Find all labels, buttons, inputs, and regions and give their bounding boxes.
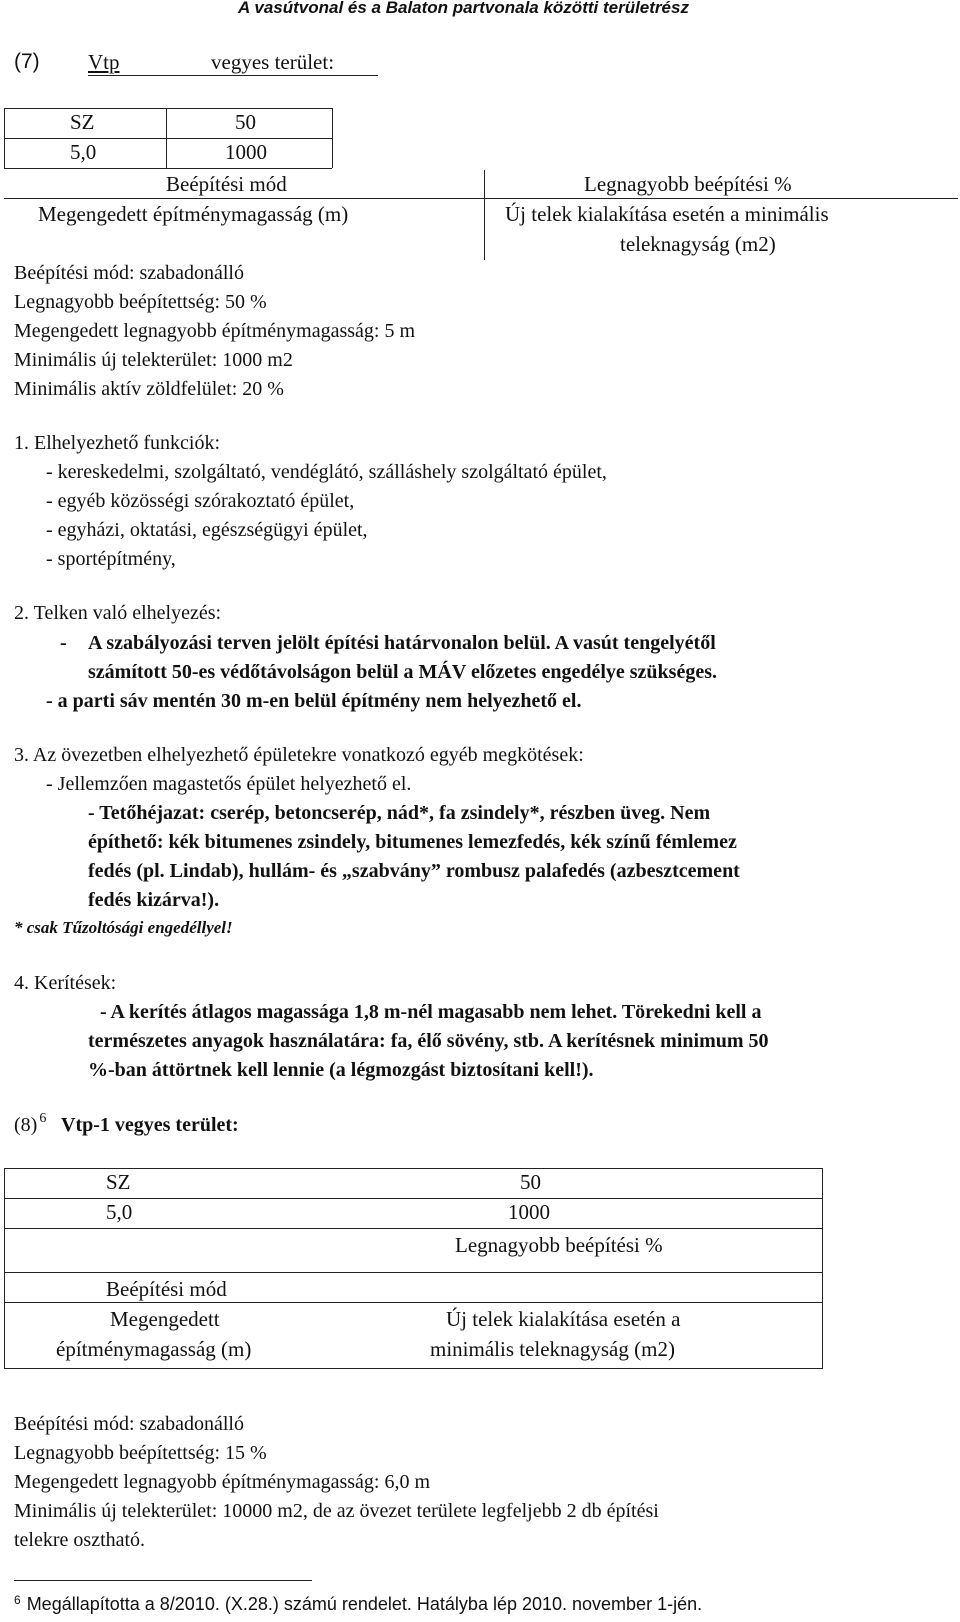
table-divider: [4, 198, 958, 199]
footnote-separator: [14, 1580, 312, 1581]
table-border-mid: [4, 1228, 823, 1229]
key-label-height-1: Megengedett: [110, 1307, 220, 1331]
property-lot-size: Minimális új telekterület: 10000 m2, de az övezet területe legfeljebb 2 db építési: [14, 1500, 659, 1522]
footnote-reference: 6: [39, 1111, 47, 1126]
constraint-line: fedés kizárva!).: [88, 889, 220, 911]
running-header: A vasútvonal és a Balaton partvonala közötti területrész: [238, 0, 689, 17]
heading-underline: [88, 75, 378, 76]
placement-line: számított 50-es védőtávolságon belül a MÁV előzetes engedélye szükséges.: [88, 661, 717, 683]
fence-line: - A kerítés átlagos magassága 1,8 m-nél magasabb nem lehet. Törekedni kell a: [100, 1001, 762, 1023]
paragraph-title: 3. Az övezetben elhelyezhető épületekre vonatkozó egyéb megkötések:: [14, 744, 584, 766]
constraint-line: - Jellemzően magastetős épület helyezhető el.: [46, 773, 412, 795]
property-coverage: Legnagyobb beépítettség: 15 %: [14, 1442, 267, 1464]
paragraph-title: 4. Kerítések:: [14, 972, 117, 994]
table-border-left: [4, 1168, 5, 1368]
key-label-coverage: Legnagyobb beépítési %: [584, 172, 792, 196]
property-coverage: Legnagyobb beépítettség: 50 %: [14, 291, 267, 313]
table-border-bottom: [4, 168, 332, 169]
property-height: Megengedett legnagyobb építménymagasság: 5 m: [14, 320, 416, 342]
list-item: - egyházi, oktatási, egészségügyi épület,: [46, 519, 368, 541]
list-dash: -: [60, 632, 67, 654]
table-column-divider: [484, 170, 485, 260]
key-code: SZ: [70, 110, 95, 134]
constraint-line: építhető: kék bitumenes zsindely, bitumenes lemezfedés, kék színű fémlemez: [88, 831, 737, 853]
key-label-coverage: Legnagyobb beépítési %: [455, 1233, 663, 1257]
key-label-height-2: építménymagasság (m): [56, 1337, 252, 1361]
table-border-center: [166, 108, 167, 168]
zone-name: vegyes terület:: [211, 50, 335, 74]
table-border-top: [4, 1168, 823, 1169]
key-height-value: 5,0: [70, 140, 97, 164]
key-label-lot-size-2: minimális teleknagyság (m2): [430, 1337, 675, 1361]
fence-line: természetes anyagok használatára: fa, élő sövény, stb. A kerítésnek minimum 50: [88, 1030, 769, 1052]
table-border-left: [4, 108, 5, 168]
property-building-mode: Beépítési mód: szabadonálló: [14, 1413, 244, 1435]
property-lot-note: telekre osztható.: [14, 1529, 146, 1551]
key-lot-size-value: 1000: [225, 140, 267, 164]
table-border-mid: [4, 138, 332, 139]
table-border-right: [332, 108, 333, 168]
list-item: - kereskedelmi, szolgáltató, vendéglátó, szálláshely szolgáltató épület,: [46, 461, 607, 483]
key-lot-size-value: 1000: [508, 1200, 550, 1224]
footnote-text: [14, 1594, 702, 1615]
section-number-text: (8): [14, 1114, 38, 1136]
key-label-height: Megengedett építménymagasság (m): [38, 202, 349, 226]
property-lot-size: Minimális új telekterület: 1000 m2: [14, 349, 293, 371]
key-code: SZ: [106, 1170, 131, 1194]
table-border-mid: [4, 1302, 823, 1303]
footnote-number: 6: [14, 1593, 21, 1607]
section-number: (7): [14, 50, 40, 73]
table-border-bottom: [4, 1368, 823, 1369]
list-item: - egyéb közösségi szórakoztató épület,: [46, 490, 355, 512]
placement-line: A szabályozási terven jelölt építési határvonalon belül. A vasút tengelyétől: [88, 632, 716, 654]
table-border-mid: [4, 1272, 823, 1273]
footnote-body: Megállapította a 8/2010. (X.28.) számú rendelet. Hatályba lép 2010. november 1-jén.: [26, 1594, 703, 1614]
section-number: [14, 1111, 47, 1137]
list-item: - sportépítmény,: [46, 548, 176, 570]
property-height: Megengedett legnagyobb építménymagasság: 6,0 m: [14, 1471, 431, 1493]
key-coverage-value: 50: [235, 110, 256, 134]
fence-line: %-ban áttörtnek kell lennie (a légmozgást biztosítani kell!).: [88, 1059, 594, 1081]
table-border-right: [822, 1168, 823, 1368]
zone-title: Vtp-1 vegyes terület:: [61, 1114, 239, 1136]
key-label-lot-size-2: teleknagyság (m2): [620, 232, 776, 256]
constraint-line: fedés (pl. Lindab), hullám- és „szabvány” rombusz palafedés (azbesztcement: [88, 860, 740, 882]
table-border-mid: [4, 1198, 823, 1199]
key-height-value: 5,0: [106, 1200, 133, 1224]
key-label-building-mode: Beépítési mód: [166, 172, 287, 196]
paragraph-title: 2. Telken való elhelyezés:: [14, 602, 222, 624]
table-border-top: [4, 108, 332, 109]
key-label-building-mode: Beépítési mód: [106, 1277, 227, 1301]
zone-code: Vtp: [88, 50, 120, 74]
paragraph-title: 1. Elhelyezhető funkciók:: [14, 432, 221, 454]
placement-line: - a parti sáv mentén 30 m-en belül építmény nem helyezhető el.: [46, 690, 582, 712]
property-building-mode: Beépítési mód: szabadonálló: [14, 262, 244, 284]
footnote-note: * csak Tűzoltósági engedéllyel!: [14, 918, 233, 937]
property-green-area: Minimális aktív zöldfelület: 20 %: [14, 378, 284, 400]
key-coverage-value: 50: [520, 1170, 541, 1194]
constraint-line: - Tetőhéjazat: cserép, betoncserép, nád*, fa zsindely*, részben üveg. Nem: [88, 802, 711, 824]
key-label-lot-size-1: Új telek kialakítása esetén a: [446, 1307, 681, 1331]
key-label-lot-size-1: Új telek kialakítása esetén a minimális: [505, 202, 829, 226]
